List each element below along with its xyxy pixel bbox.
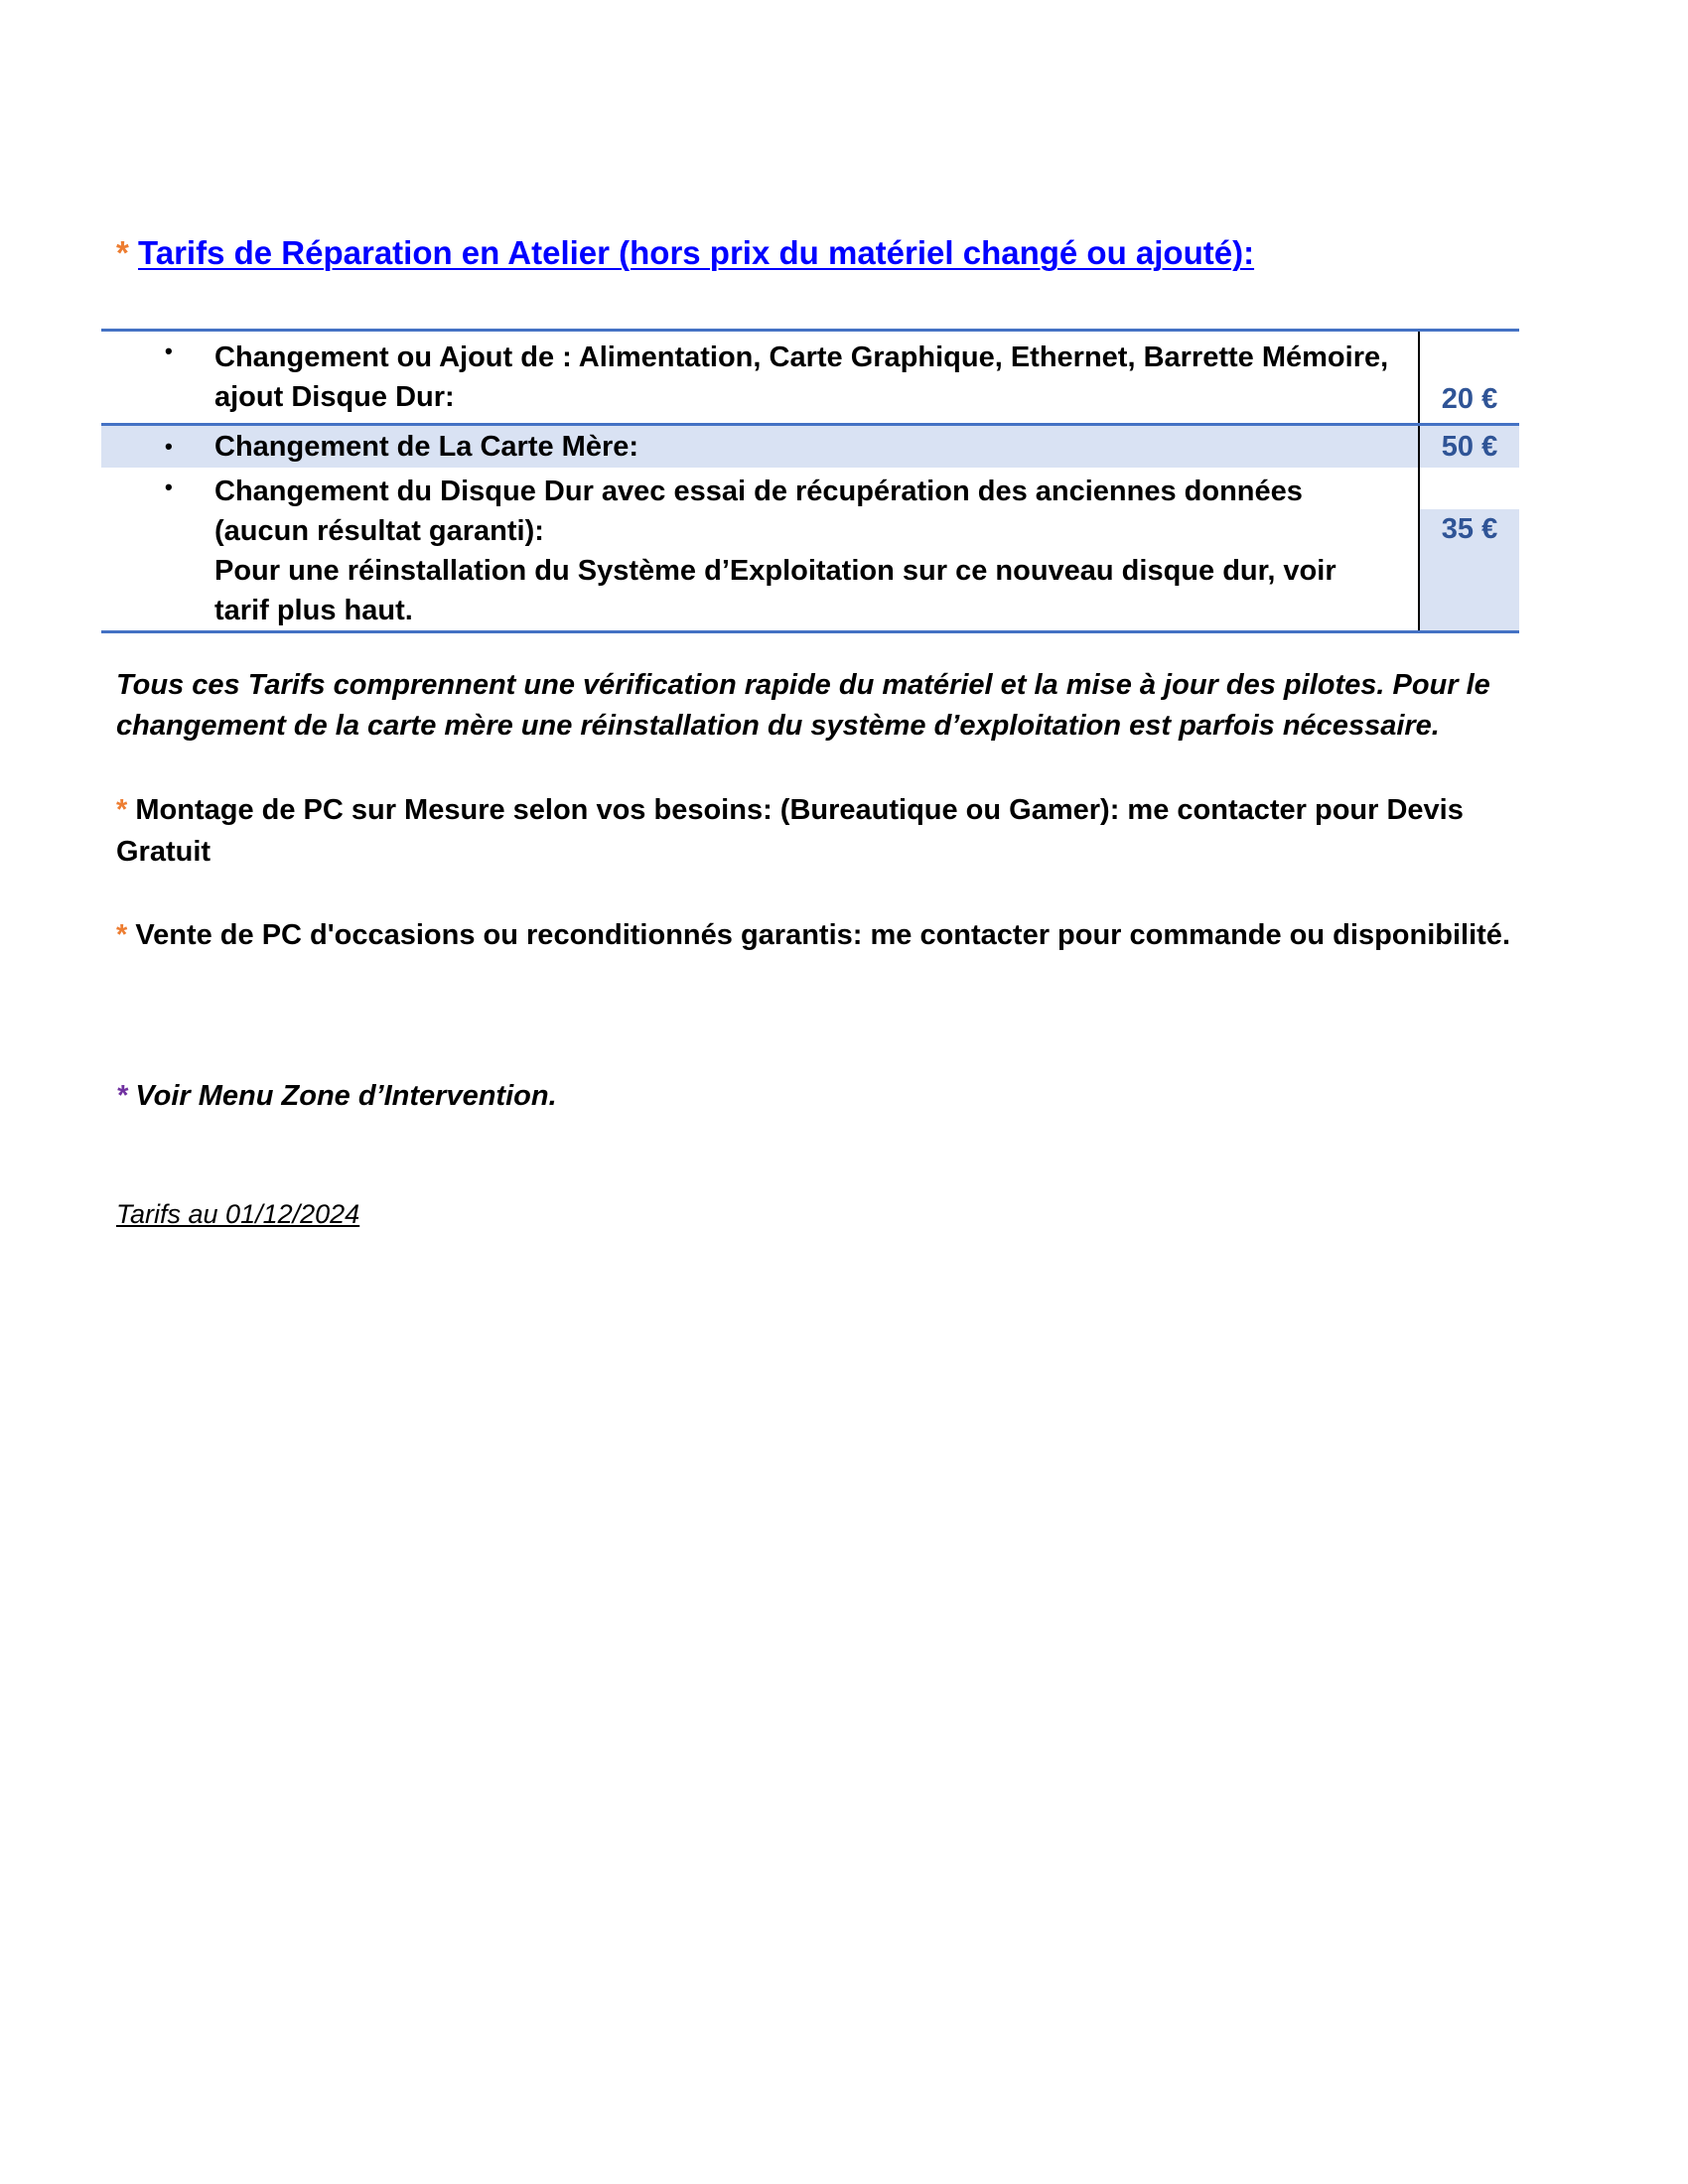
row-price: 20 € <box>1441 383 1498 415</box>
table-cell-description <box>101 468 1420 630</box>
table-cell-description <box>101 332 1420 423</box>
montage-text: Montage de PC sur Mesure selon vos besoins: (Bureautique ou Gamer): me contacter pour Devis Gratuit <box>116 794 1464 868</box>
row-description: Changement du Disque Dur avec essai de récupération des anciennes données (aucun résultat garanti): <box>214 476 1303 547</box>
vente-text: Vente de PC d'occasions ou reconditionnés garantis: me contacter pour commande ou disponibilité. <box>135 919 1510 951</box>
heading-star: * <box>116 234 129 271</box>
row-description: Changement de La Carte Mère: <box>214 431 639 463</box>
montage-star: * <box>116 794 128 826</box>
table-row <box>101 332 1519 423</box>
heading-link-tarifs-reparation[interactable]: Tarifs de Réparation en Atelier (hors prix du matériel changé ou ajouté): <box>138 234 1255 271</box>
row-description: Changement ou Ajout de : Alimentation, Carte Graphique, Ethernet, Barrette Mémoire, ajout Disque Dur: <box>214 341 1389 413</box>
vente-star: * <box>116 919 128 951</box>
voir-paragraph <box>116 1076 557 1117</box>
montage-paragraph <box>116 789 1526 873</box>
voir-star: * <box>116 1080 128 1112</box>
vente-paragraph <box>116 915 1566 956</box>
section-heading <box>116 234 1254 272</box>
row-description-note: Pour une réinstallation du Système d’Exploitation sur ce nouveau disque dur, voir tarif plus haut. <box>214 555 1336 626</box>
bullet-icon: • <box>165 434 173 459</box>
bullet-icon: • <box>165 475 173 499</box>
row-price: 50 € <box>1441 431 1498 463</box>
price-table <box>101 329 1519 633</box>
table-cell-price <box>1420 332 1519 423</box>
row-price: 35 € <box>1441 513 1498 545</box>
tarifs-note: Tous ces Tarifs comprennent une vérification rapide du matériel et la mise à jour des pilotes. Pour le changement de la carte mère une réinstallation du système d’exploitation est parfois nécessaire. <box>116 669 1490 742</box>
table-row <box>101 423 1519 468</box>
table-row <box>101 468 1519 630</box>
tarifs-date: Tarifs au 01/12/2024 <box>116 1199 360 1229</box>
voir-text: Voir Menu Zone d’Intervention. <box>135 1080 557 1112</box>
table-cell-price <box>1420 468 1519 630</box>
table-cell-price <box>1420 426 1519 468</box>
table-cell-description <box>101 426 1420 468</box>
bullet-icon: • <box>165 339 173 363</box>
